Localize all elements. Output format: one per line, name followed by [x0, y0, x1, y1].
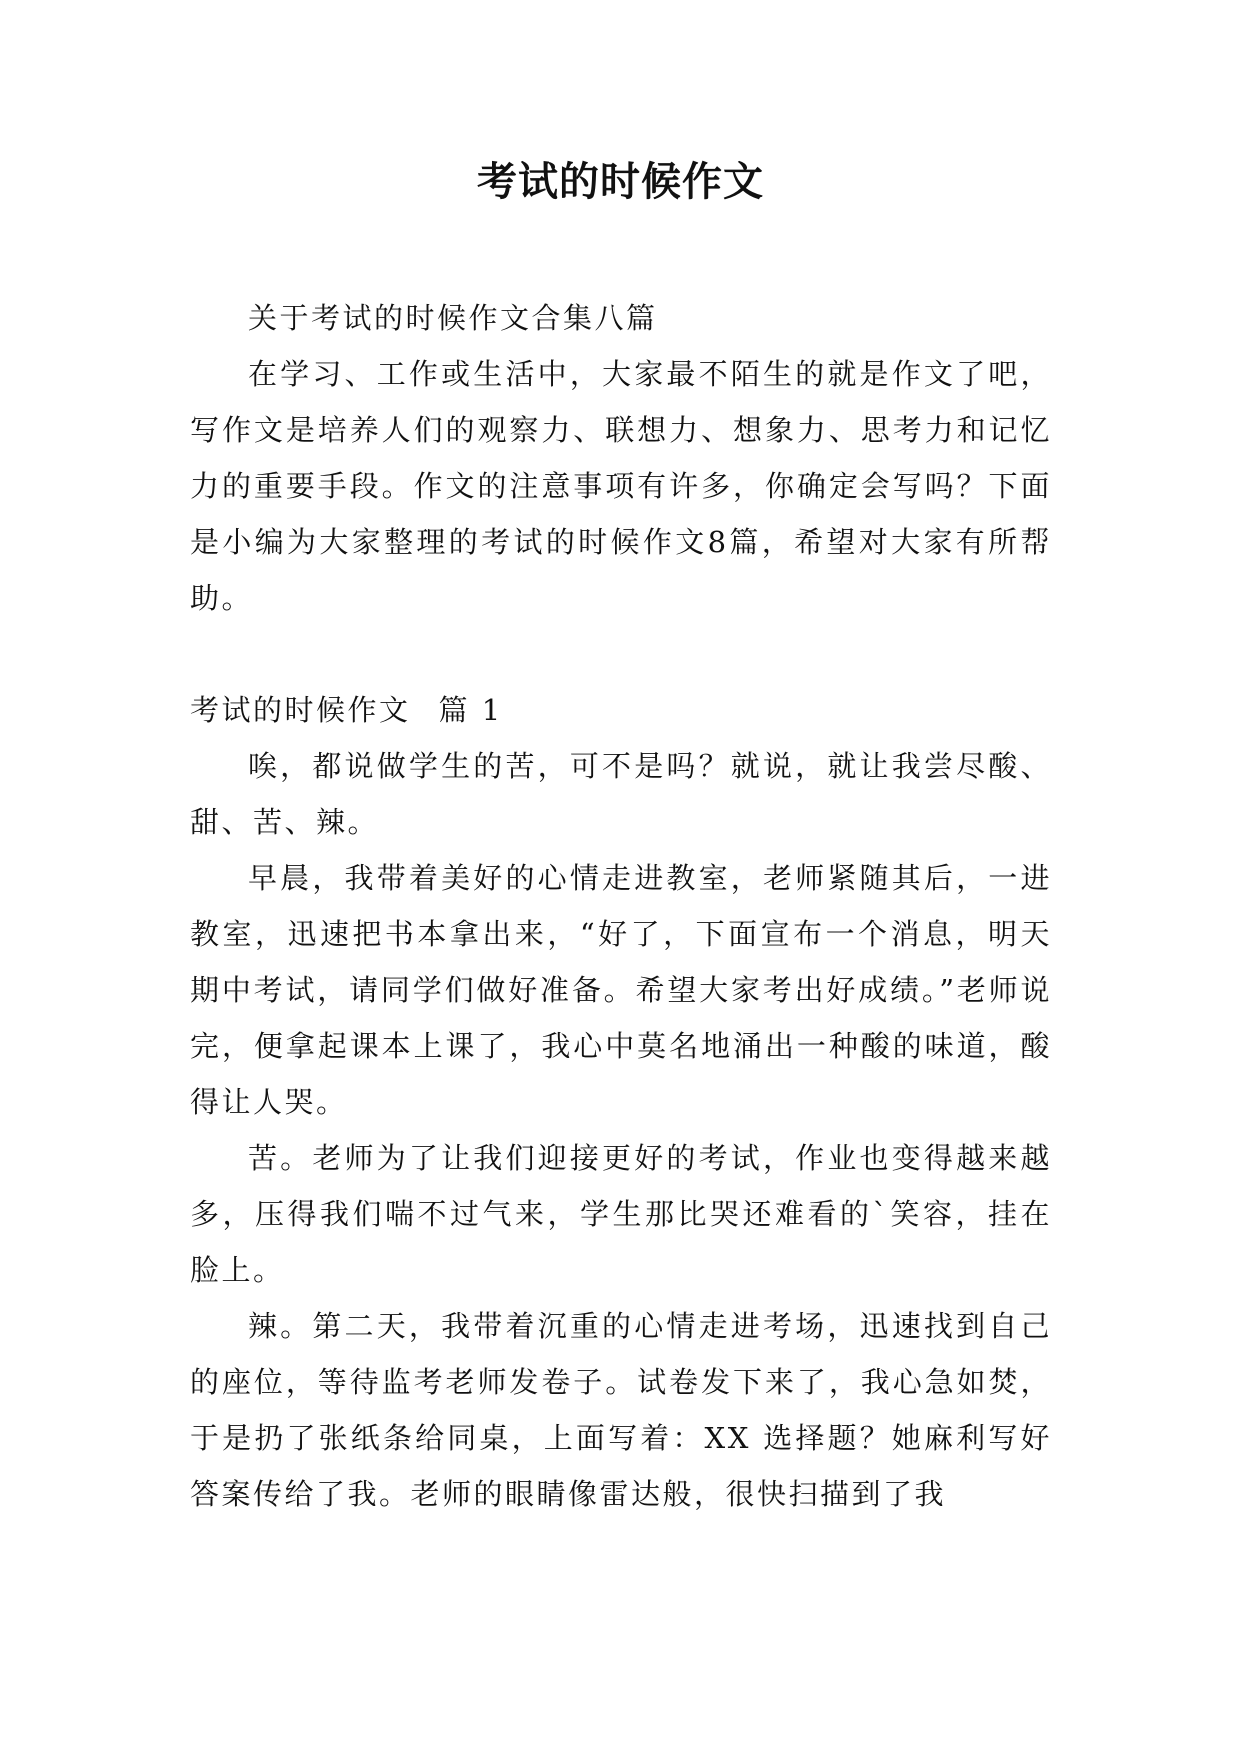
section-heading-text: 考试的时候作文	[190, 693, 411, 727]
body-paragraph: 唉，都说做学生的苦，可不是吗？就说，就让我尝尽酸、甜、苦、辣。	[190, 749, 1052, 839]
document-title: 考试的时候作文	[477, 159, 764, 205]
body-paragraph: 辣。第二天，我带着沉重的心情走进考场，迅速找到自己的座位，等待监考老师发卷子。试卷发下来了，我心急如焚，于是扔了张纸条给同桌，上面写着：XX 选择题？她麻利写好答案传给了我。老师的眼睛像雷达般，很快扫描到了我	[190, 1309, 1052, 1511]
subtitle-line: 关于考试的时候作文合集八篇	[248, 301, 658, 335]
body-paragraph: 苦。老师为了让我们迎接更好的考试，作业也变得越来越多，压得我们喘不过气来，学生那比哭还难看的`笑容，挂在脸上。	[190, 1141, 1052, 1287]
intro-paragraph: 在学习、工作或生活中，大家最不陌生的就是作文了吧，写作文是培养人们的观察力、联想力、想象力、思考力和记忆力的重要手段。作文的注意事项有许多，你确定会写吗？下面是小编为大家整理的考试的时候作文8篇，希望对大家有所帮助。	[190, 357, 1052, 615]
body-paragraph: 早晨，我带着美好的心情走进教室，老师紧随其后，一进教室，迅速把书本拿出来，“好了，下面宣布一个消息，明天期中考试，请同学们做好准备。希望大家考出好成绩。”老师说完，便拿起课本上课了，我心中莫名地涌出一种酸的味道，酸得让人哭。	[190, 861, 1052, 1119]
section-heading	[190, 682, 1052, 738]
section-heading-number: 篇 1	[438, 693, 503, 727]
document-body	[190, 290, 1052, 1522]
